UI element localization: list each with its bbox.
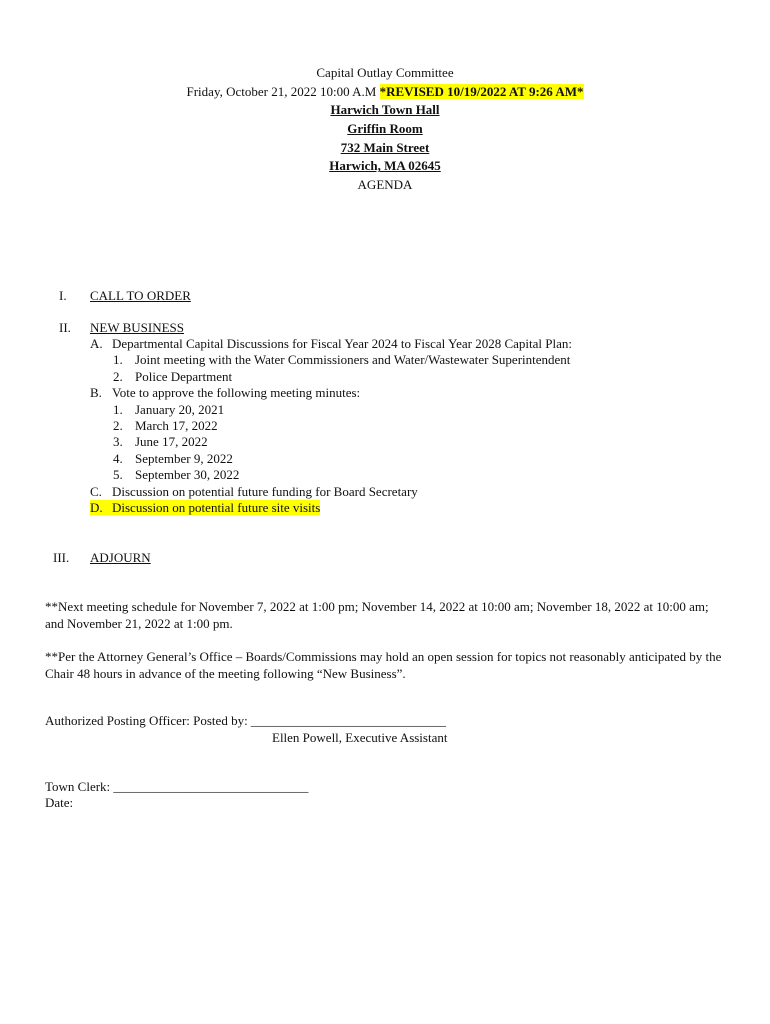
city-address: Harwich, MA 02645	[329, 158, 441, 174]
section-title: NEW BUSINESS	[90, 320, 185, 335]
attorney-general-note	[45, 648, 725, 682]
item-marker: C.	[90, 484, 102, 499]
meeting-date-time: Friday, October 21, 2022 10:00 A.M	[186, 83, 377, 99]
meeting-date-line	[0, 83, 770, 102]
section-numeral: I.	[59, 288, 67, 303]
subitem-marker: 2.	[113, 418, 123, 433]
subitem-text: Joint meeting with the Water Commissioners and Water/Wastewater Superintendent	[135, 352, 571, 367]
street-address: 732 Main Street	[340, 139, 430, 155]
subitem-text: January 20, 2021	[135, 402, 225, 417]
subitem-text: Police Department	[135, 369, 233, 384]
subitem-marker: 1.	[113, 402, 123, 417]
section-numeral: II.	[59, 320, 71, 335]
subitem-text: June 17, 2022	[135, 434, 208, 449]
subitem-marker: 1.	[113, 352, 123, 367]
section-title: CALL TO ORDER	[90, 288, 191, 303]
next-meeting-note	[45, 598, 725, 632]
agenda-subitem	[113, 434, 208, 450]
item-text: Departmental Capital Discussions for Fiscal Year 2024 to Fiscal Year 2028 Capital Plan:	[112, 336, 573, 351]
section-numeral: III.	[53, 550, 70, 565]
item-marker: A.	[90, 336, 103, 351]
agenda-item-b	[90, 385, 360, 401]
room-name: Griffin Room	[347, 121, 423, 137]
next-meeting-text: **Next meeting schedule for November 7, 2022 at 1:00 pm; November 14, 2022 at 10:00 am; November 18, 2022 at 10:00 am; and November 21, 2022 at 1:00 pm.	[45, 599, 709, 631]
subitem-marker: 2.	[113, 369, 123, 384]
agenda-subitem	[113, 467, 239, 483]
attorney-general-text: **Per the Attorney General’s Office – Boards/Commissions may hold an open session for topics not reasonably anticipated by the Chair 48 hours in advance of the meeting following “New Business”.	[45, 649, 722, 681]
agenda-item-a	[90, 336, 572, 352]
revised-notice: *REVISED 10/19/2022 AT 9:26 AM*	[379, 83, 584, 99]
item-text: Vote to approve the following meeting minutes:	[112, 385, 361, 400]
town-clerk-line: Town Clerk: ______________________________	[45, 779, 309, 794]
subitem-text: March 17, 2022	[135, 418, 218, 433]
location-name: Harwich Town Hall	[330, 102, 440, 118]
item-marker: B.	[90, 385, 102, 400]
item-text: Discussion on potential future site visits	[112, 500, 321, 515]
agenda-subitem	[113, 352, 570, 368]
posting-officer-line: Authorized Posting Officer: Posted by: ______________________________	[45, 713, 446, 728]
subitem-marker: 4.	[113, 451, 123, 466]
subitem-marker: 5.	[113, 467, 123, 482]
subitem-marker: 3.	[113, 434, 123, 449]
posting-officer-name: Ellen Powell, Executive Assistant	[272, 730, 448, 745]
committee-name: Capital Outlay Committee	[316, 65, 454, 80]
date-line: Date:	[45, 795, 74, 810]
agenda-title: AGENDA	[357, 177, 413, 193]
agenda-subitem	[113, 402, 224, 418]
agenda-subitem	[113, 418, 218, 434]
agenda-item-c	[90, 484, 418, 500]
item-text: Discussion on potential future funding for Board Secretary	[112, 484, 418, 499]
subitem-text: September 30, 2022	[135, 467, 240, 482]
agenda-header	[0, 64, 770, 195]
item-marker: D.	[90, 500, 103, 515]
agenda-subitem	[113, 369, 232, 385]
section-title: ADJOURN	[90, 550, 151, 565]
agenda-item-d	[90, 500, 320, 516]
subitem-text: September 9, 2022	[135, 451, 233, 466]
agenda-subitem	[113, 451, 233, 467]
